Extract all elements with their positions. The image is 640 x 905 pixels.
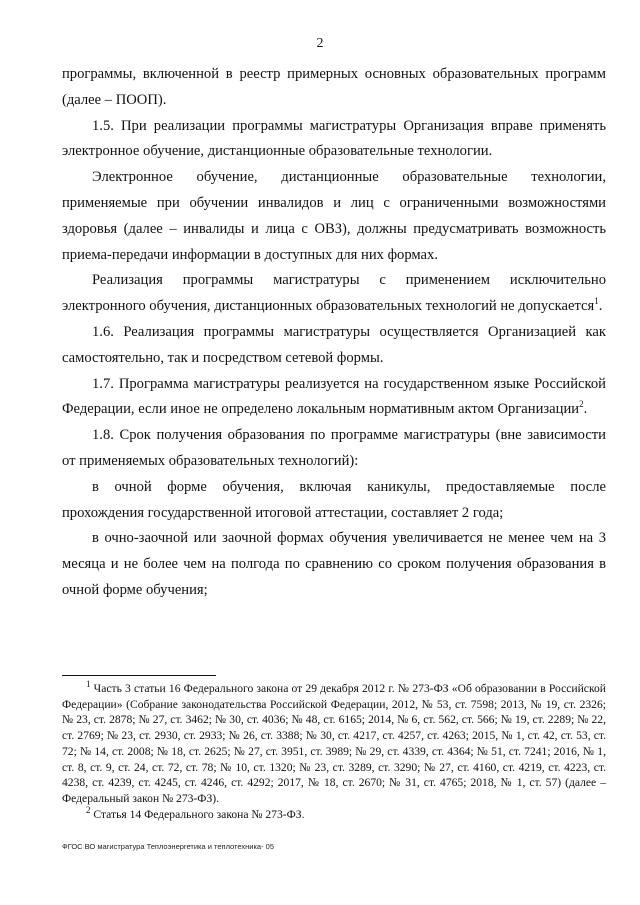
footnotes — [62, 681, 606, 822]
footnote-ref: 1 — [594, 296, 599, 307]
paragraph: 1.7. Программа магистратуры реализуется на государственном языке Российской Федерации, если иное не определено локальным нормативным актом Организации$^2$. — [62, 375, 606, 418]
paragraph: программы, включенной в реестр примерных основных образовательных программ (далее – ПООП). — [62, 66, 606, 108]
page-number: 2 — [316, 36, 324, 51]
paragraph: в очной форме обучения, включая каникулы, предоставляемые после прохождения государственной итоговой аттестации, составляет 2 года; — [62, 478, 606, 521]
paragraph: 1.6. Реализация программы магистратуры осуществляется Организацией как самостоятельно, так и посредством сетевой формы. — [62, 323, 606, 366]
footnote-mark: 1 — [86, 679, 91, 690]
footnote: $^2$ Статья 14 Федерального закона № 273-ФЗ. — [86, 804, 305, 821]
footnote-divider — [62, 675, 216, 676]
paragraph: Реализация программы магистратуры с применением исключительно электронного обучения, дистанционных образовательных технологий не допускается$^1$. — [62, 272, 606, 315]
paragraph: 1.5. При реализации программы магистратуры Организация вправе применять электронное обучение, дистанционные образовательные технологии. — [62, 117, 606, 160]
paragraph: в очно-заочной или заочной формах обучения увеличивается не менее чем на 3 месяца и не более чем на полгода по сравнению со сроком получения образования в очной форме обучения; — [62, 530, 606, 598]
paragraph: Электронное обучение, дистанционные образовательные технологии, применяемые при обучении инвалидов и лиц с ограниченными возможностями здоровья (далее – инвалиды и лица с ОВЗ), должны предусматривать возможность приема-передачи информации в доступных для них формах. — [62, 169, 606, 263]
footnote: $^1$ Часть 3 статьи 16 Федерального закона от 29 декабря 2012 г. № 273-ФЗ «Об образовании в Российской Федерации» (Собрание законодательства Российской Федерации, 2012, № 53, ст. 7598; 2013, № 19, ст. 2326; № 23, ст. 2878; № 27, ст. 3462; № 30, ст. 4036; № 48, ст. 6165; 2014, № 6, ст. 562, ст. 566; № 19, ст. 2289; № 22, ст. 2769; № 23, ст. 2930, ст. 2933; № 26, ст. 3388; № 30, ст. 4217, ст. 4257, ст. 4263; 2015, № 1, ст. 42, ст. 53, ст. 72; № 14, ст. 2008; № 18, ст. 2625; № 27, ст. 3951, ст. 3989; № 29, ст. 4339, ст. 4364; № 51, ст. 7241; 2016, № 1, ст. 8, ст. 9, ст. 24, ст. 72, ст. 78; № 10, ст. 1320; № 23, ст. 3289, ст. 3290; № 27, ст. 4160, ст. 4219, ст. 4223, ст. 4238, ст. 4239, ст. 4245, ст. 4246, ст. 4292; 2017, № 18, ст. 2670; № 31, ст. 4765; 2018, № 1, ст. 57) (далее – Федеральный закон № 273-ФЗ). — [62, 679, 606, 805]
body-text — [62, 62, 606, 604]
footnote-mark: 2 — [86, 804, 91, 815]
paragraph: 1.8. Срок получения образования по программе магистратуры (вне зависимости от применяемых образовательных технологий): — [62, 427, 606, 469]
page-footer: ФГОС ВО магистратура Теплоэнергетика и теплотехника- 05 — [62, 842, 275, 851]
footnote-ref: 2 — [579, 399, 584, 410]
